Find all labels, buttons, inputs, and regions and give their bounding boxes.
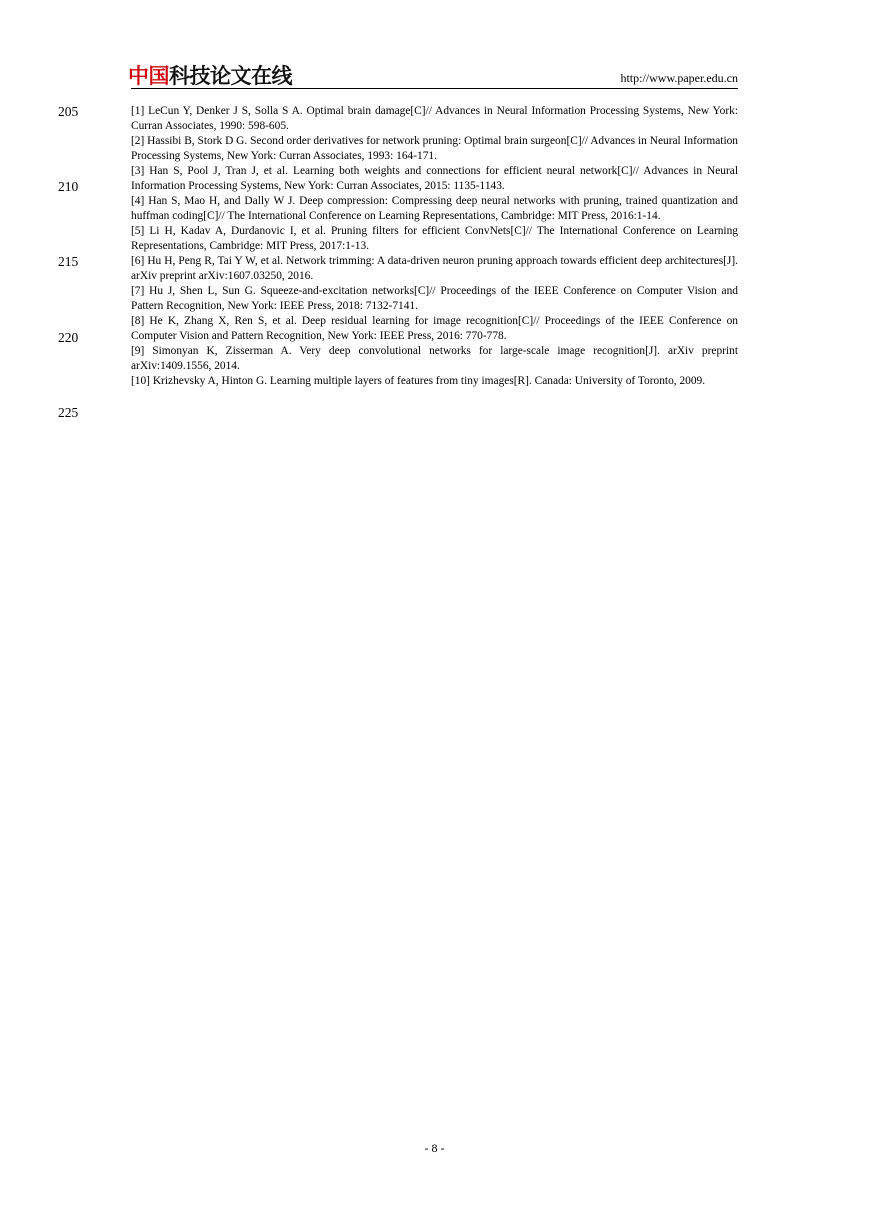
reference-list [131, 104, 738, 389]
reference-item: [8] He K, Zhang X, Ren S, et al. Deep residual learning for image recognition[C]// Proceedings of the IEEE Conference on Computer Vision and Pattern Recognition, New York: IEEE Press, 2016: 770-778. [131, 315, 738, 342]
header-url[interactable]: http://www.paper.edu.cn [620, 71, 738, 85]
reference-item: [2] Hassibi B, Stork D G. Second order derivatives for network pruning: Optimal brain surgeon[C]// Advances in Neural Information Processing Systems, New York: Curran Associates, 1993: 164-171. [131, 135, 738, 162]
reference-item: [5] Li H, Kadav A, Durdanovic I, et al. Pruning filters for efficient ConvNets[C]// The International Conference on Learning Representations, Cambridge: MIT Press, 2017:1-13. [131, 225, 738, 252]
site-logo [128, 64, 292, 88]
line-number: 220 [58, 330, 79, 345]
reference-item: [4] Han S, Mao H, and Dally W J. Deep compression: Compressing deep neural networks with pruning, trained quantization and huffman coding[C]// The International Conference on Learning Representations, Cambridge: MIT Press, 2016:1-14. [131, 195, 738, 222]
line-number: 210 [58, 179, 79, 194]
page-header [128, 62, 738, 89]
reference-item: [6] Hu H, Peng R, Tai Y W, et al. Network trimming: A data-driven neuron pruning approach towards efficient deep architectures[J]. arXiv preprint arXiv:1607.03250, 2016. [131, 255, 738, 282]
line-number: 225 [58, 405, 79, 420]
page-number: - 8 - [424, 1141, 445, 1155]
reference-item: [9] Simonyan K, Zisserman A. Very deep convolutional networks for large-scale image recognition[J]. arXiv preprint arXiv:1409.1556, 2014. [131, 345, 738, 372]
logo-black-text: 科技论文在线 [169, 64, 292, 88]
reference-item: [1] LeCun Y, Denker J S, Solla S A. Optimal brain damage[C]// Advances in Neural Information Processing Systems, New York: Curran Associates, 1990: 598-605. [131, 105, 738, 132]
line-number: 215 [58, 254, 79, 269]
line-number: 205 [58, 104, 79, 119]
reference-item: [7] Hu J, Shen L, Sun G. Squeeze-and-excitation networks[C]// Proceedings of the IEEE Conference on Computer Vision and Pattern Recognition, New York: IEEE Press, 2018: 7132-7141. [131, 285, 738, 312]
logo-red-text: 中国 [128, 64, 169, 88]
reference-item: [3] Han S, Pool J, Tran J, et al. Learning both weights and connections for efficient neural network[C]// Advances in Neural Information Processing Systems, New York: Curran Associates, 2015: 1135-1143. [131, 165, 738, 192]
reference-item: [10] Krizhevsky A, Hinton G. Learning multiple layers of features from tiny images[R]. Canada: University of Toronto, 2009. [131, 375, 706, 387]
